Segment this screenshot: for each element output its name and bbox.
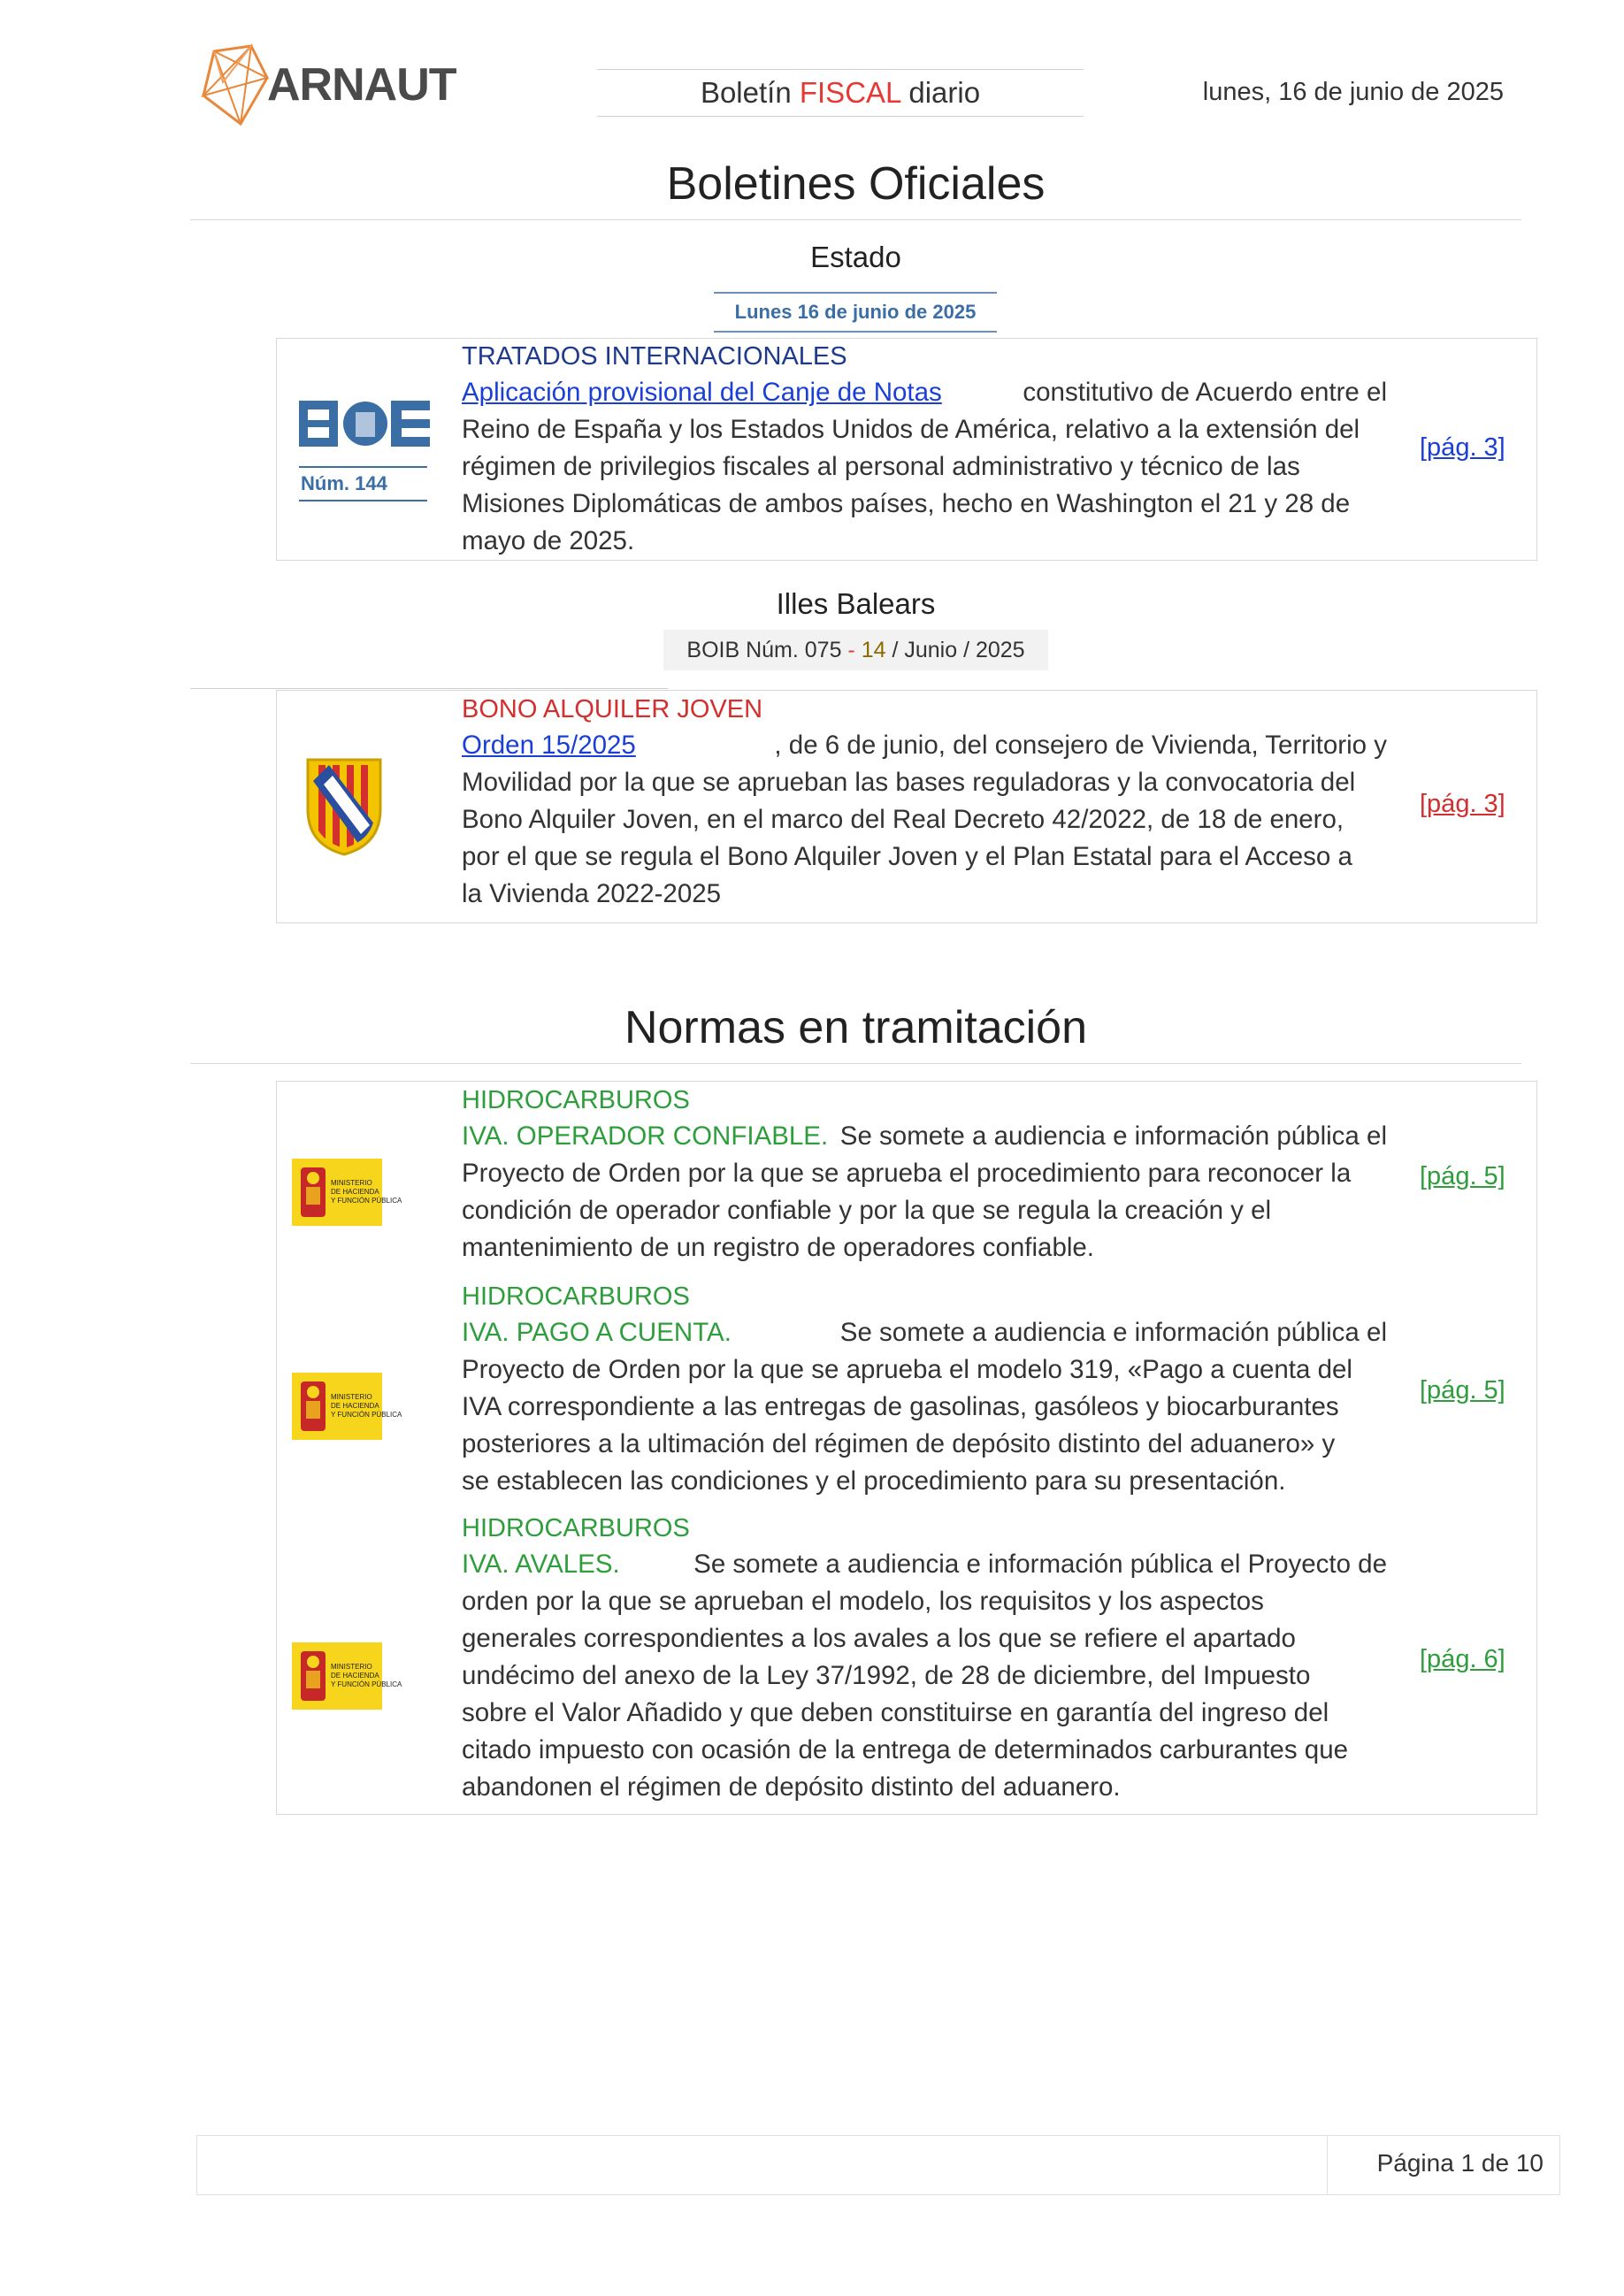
entry-content-boe	[462, 339, 1387, 560]
ministry-logo-text: MINISTERIO	[331, 1179, 372, 1187]
body-line: Misiones Diplomáticas de ambos países, hecho en Washington el 21 y 28 de	[462, 489, 1351, 518]
entry-content-3	[462, 1511, 1387, 1806]
boib-prefix: BOIB Núm. 075	[686, 638, 842, 662]
ministry-logo-text: DE HACIENDA	[331, 1672, 379, 1680]
subheading-illes-balears: Illes Balears	[776, 587, 936, 620]
body-line: sobre el Valor Añadido y que deben constituirse en garantía del ingreso del	[462, 1698, 1329, 1727]
ministry-logo-icon	[292, 1642, 402, 1710]
category-label: BONO ALQUILER JOVEN	[462, 695, 763, 723]
ministry-logo-text: MINISTERIO	[331, 1393, 372, 1401]
page-ref-link[interactable]: [pág. 6]	[1420, 1645, 1505, 1673]
bulletin-title	[597, 69, 1084, 117]
entry-lead: IVA. AVALES.	[462, 1550, 620, 1579]
ministry-logo-text: MINISTERIO	[331, 1663, 372, 1671]
entry-content-boib	[462, 692, 1387, 913]
ministry-logo-text: Y FUNCIÓN PÚBLICA	[331, 1680, 402, 1688]
boe-logo-icon	[299, 396, 432, 458]
body-line: IVA correspondiente a las entregas de gasolinas, gasóleos y biocarburantes	[462, 1392, 1339, 1421]
doc-link[interactable]: Aplicación provisional del Canje de Notas	[462, 378, 942, 407]
body-line: se establecen las condiciones y el procedimiento para su presentación.	[462, 1466, 1286, 1496]
body-line: Se somete a audiencia e información pública el	[839, 1318, 1387, 1347]
ministry-logo-icon	[292, 1159, 402, 1226]
boib-sep: -	[841, 638, 862, 662]
ministry-logo-text: DE HACIENDA	[331, 1402, 379, 1410]
page-number: Página 1 de 10	[1376, 2149, 1544, 2177]
category-label: HIDROCARBUROS	[462, 1086, 690, 1114]
body-line: mantenimiento de un registro de operadores confiable.	[462, 1233, 1095, 1262]
body-line: condición de operador confiable y por la que se regula la creación y el	[462, 1196, 1272, 1225]
title-highlight: FISCAL	[799, 76, 901, 109]
entry-lead: IVA. PAGO A CUENTA.	[462, 1318, 732, 1347]
entry-body	[462, 727, 1387, 913]
entry-lead: IVA. OPERADOR CONFIABLE.	[462, 1121, 829, 1151]
entry-content-1	[462, 1083, 1387, 1267]
ministry-logo-text: Y FUNCIÓN PÚBLICA	[331, 1411, 402, 1419]
page-ref-link[interactable]: [pág. 5]	[1420, 1162, 1505, 1190]
body-line: orden por la que se aprueban el modelo, los requisitos y los aspectos	[462, 1587, 1264, 1616]
doc-link[interactable]: Orden 15/2025	[462, 731, 636, 760]
body-line: régimen de privilegios fiscales al personal administrativo y técnico de las	[462, 452, 1300, 481]
ministry-logo-text: Y FUNCIÓN PÚBLICA	[331, 1197, 402, 1205]
body-line: Se somete a audiencia e información pública el	[839, 1121, 1387, 1151]
body-line: constitutivo de Acuerdo entre el	[1023, 378, 1387, 407]
section-title-normas: Normas en tramitación	[190, 1001, 1521, 1064]
page-ref-link[interactable]: [pág. 3]	[1420, 433, 1505, 462]
body-line: mayo de 2025.	[462, 526, 635, 555]
subheading-estado: Estado	[810, 241, 901, 273]
entry-content-2	[462, 1279, 1387, 1500]
entry-body	[462, 1314, 1387, 1500]
boib-heading	[663, 630, 1048, 670]
header-date: lunes, 16 de junio de 2025	[1202, 78, 1504, 106]
boe-logo	[299, 396, 432, 511]
entry-body	[462, 1118, 1387, 1267]
ministry-logo-icon	[292, 1373, 402, 1440]
body-line: undécimo del anexo de la Ley 37/1992, de 28 de diciembre, del Impuesto	[462, 1661, 1311, 1690]
boib-suffix: / Junio / 2025	[885, 638, 1025, 662]
entry-body	[462, 374, 1387, 560]
body-line: abandonen el régimen de depósito distinto del aduanero.	[462, 1772, 1121, 1802]
body-line: Reino de España y los Estados Unidos de América, relativo a la extensión del	[462, 415, 1360, 444]
logo-text: ARNAUT	[267, 59, 456, 111]
body-line: Proyecto de Orden por la que se aprueba el procedimiento para reconocer la	[462, 1159, 1352, 1188]
body-line: Movilidad por la que se aprueban las bases reguladoras y la convocatoria del	[462, 768, 1356, 797]
body-line: citado impuesto con ocasión de la entrega de determinados carburantes que	[462, 1735, 1349, 1764]
boib-day: 14	[861, 638, 886, 662]
ministry-logo-text: DE HACIENDA	[331, 1188, 379, 1196]
title-prefix: Boletín	[700, 76, 800, 109]
boe-number-label: Núm. 144	[301, 472, 387, 494]
category-label: TRATADOS INTERNACIONALES	[462, 342, 847, 371]
category-label: HIDROCARBUROS	[462, 1282, 690, 1311]
page-ref-link[interactable]: [pág. 3]	[1420, 790, 1505, 818]
body-line: Se somete a audiencia e información pública el Proyecto de	[693, 1550, 1387, 1579]
body-line: Bono Alquiler Joven, en el marco del Real Decreto 42/2022, de 18 de enero,	[462, 805, 1344, 834]
body-line: posteriores a la ultimación del régimen de depósito distinto del aduanero» y	[462, 1429, 1336, 1458]
category-label: HIDROCARBUROS	[462, 1514, 690, 1542]
body-line: generales correspondientes a los avales a los que se refiere el apartado	[462, 1624, 1296, 1653]
divider	[190, 688, 668, 689]
section-title-boletines: Boletines Oficiales	[190, 157, 1521, 220]
body-line: Proyecto de Orden por la que se aprueba el modelo 319, «Pago a cuenta del	[462, 1355, 1352, 1384]
page-ref-link[interactable]: [pág. 5]	[1420, 1376, 1505, 1404]
entry-body	[462, 1546, 1387, 1806]
baleares-shield-icon	[304, 756, 384, 862]
arnaut-logo-icon	[196, 42, 276, 131]
estado-date-label: Lunes 16 de junio de 2025	[714, 292, 997, 333]
body-line: , de 6 de junio, del consejero de Vivienda, Territorio y	[774, 731, 1387, 760]
title-suffix: diario	[900, 76, 981, 109]
body-line: la Vivienda 2022-2025	[462, 879, 722, 908]
body-line: por el que se regula el Bono Alquiler Joven y el Plan Estatal para el Acceso a	[462, 842, 1352, 871]
